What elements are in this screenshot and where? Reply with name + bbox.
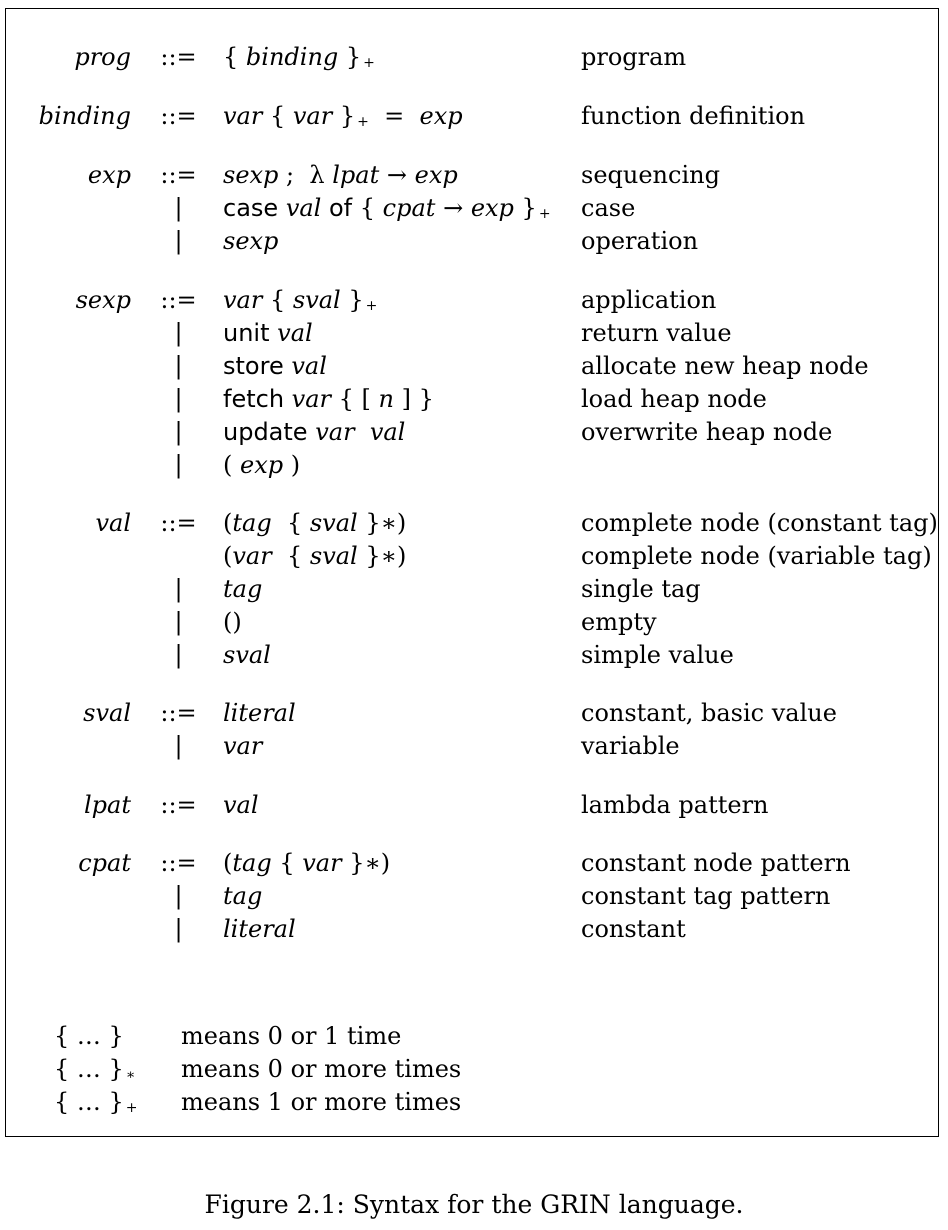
- legend-bracket: { … } +: [54, 1088, 138, 1116]
- production-op: ::=: [160, 102, 197, 130]
- alt-bar: |: [174, 418, 183, 446]
- nonterminal-cpat: cpat: [78, 849, 131, 877]
- desc-val-1: complete node (constant tag): [581, 509, 938, 537]
- rhs-cpat-3: literal: [223, 915, 296, 943]
- nonterminal-sval: sval: [83, 699, 131, 727]
- rhs-prog: { binding } +: [223, 43, 375, 71]
- legend-bracket: { … } ∗: [54, 1055, 136, 1083]
- rhs-val-1: (tag { sval }∗): [223, 509, 407, 537]
- rhs-val-4: (): [223, 608, 242, 636]
- alt-bar: |: [174, 608, 183, 636]
- keyword-fetch: fetch: [223, 385, 285, 413]
- desc-sexp-1: application: [581, 286, 717, 314]
- alt-bar: |: [174, 882, 183, 910]
- alt-bar: |: [174, 575, 183, 603]
- desc-sexp-5: overwrite heap node: [581, 418, 833, 446]
- legend-text: means 0 or 1 time: [181, 1022, 402, 1050]
- keyword-unit: unit: [223, 319, 270, 347]
- rhs-sexp-1: var { sval } +: [223, 286, 378, 314]
- desc-cpat-3: constant: [581, 915, 686, 943]
- rhs-sval-1: literal: [223, 699, 296, 727]
- rhs-val-2: (var { sval }∗): [223, 542, 407, 570]
- production-op: ::=: [160, 699, 197, 727]
- rhs-exp-3: sexp: [223, 227, 279, 255]
- nonterminal-sexp: sexp: [75, 286, 131, 314]
- nonterminal-prog: prog: [74, 43, 131, 71]
- desc-sexp-2: return value: [581, 319, 732, 347]
- rhs-sexp-5: update var val: [223, 418, 406, 446]
- rhs-cpat-2: tag: [223, 882, 263, 910]
- grammar-box: [5, 8, 939, 1137]
- desc-exp-2: case: [581, 194, 636, 222]
- rhs-val-5: sval: [223, 641, 271, 669]
- keyword-of: of: [329, 194, 353, 222]
- rhs-exp-2: case val of { cpat → exp } +: [223, 194, 551, 222]
- rhs-exp-1: sexp ; λ lpat → exp: [223, 161, 458, 189]
- desc-cpat-1: constant node pattern: [581, 849, 851, 877]
- rhs-sval-2: var: [223, 732, 263, 760]
- nonterminal-exp: exp: [87, 161, 131, 189]
- desc-sexp-4: load heap node: [581, 385, 767, 413]
- alt-bar: |: [174, 319, 183, 347]
- alt-bar: |: [174, 352, 183, 380]
- keyword-store: store: [223, 352, 284, 380]
- desc-val-4: empty: [581, 608, 657, 636]
- keyword-update: update: [223, 418, 308, 446]
- rhs-lpat: val: [223, 791, 259, 819]
- rhs-sexp-2: unit val: [223, 319, 313, 347]
- production-op: ::=: [160, 43, 197, 71]
- alt-bar: |: [174, 385, 183, 413]
- desc-exp-3: operation: [581, 227, 699, 255]
- legend-text: means 0 or more times: [181, 1055, 462, 1083]
- desc-sval-1: constant, basic value: [581, 699, 837, 727]
- alt-bar: |: [174, 641, 183, 669]
- production-op: ::=: [160, 791, 197, 819]
- alt-bar: |: [174, 194, 183, 222]
- nonterminal-val: val: [95, 509, 131, 537]
- desc-lpat: lambda pattern: [581, 791, 769, 819]
- desc-val-3: single tag: [581, 575, 701, 603]
- alt-bar: |: [174, 732, 183, 760]
- alt-bar: |: [174, 915, 183, 943]
- desc-sexp-3: allocate new heap node: [581, 352, 869, 380]
- desc-val-2: complete node (variable tag): [581, 542, 932, 570]
- production-op: ::=: [160, 286, 197, 314]
- desc-sval-2: variable: [581, 732, 680, 760]
- rhs-sexp-3: store val: [223, 352, 327, 380]
- rhs-sexp-6: ( exp ): [223, 451, 301, 479]
- desc-binding: function definition: [581, 102, 806, 130]
- desc-prog: program: [581, 43, 687, 71]
- rhs-val-3: tag: [223, 575, 263, 603]
- rhs-cpat-1: (tag { var }∗): [223, 849, 391, 877]
- production-op: ::=: [160, 849, 197, 877]
- rhs-sexp-4: fetch var { [ n ] }: [223, 385, 434, 413]
- legend-bracket: { … }: [54, 1022, 124, 1050]
- figure-caption: Figure 2.1: Syntax for the GRIN language.: [204, 1190, 744, 1219]
- keyword-case: case: [223, 194, 279, 222]
- desc-exp-1: sequencing: [581, 161, 720, 189]
- production-op: ::=: [160, 161, 197, 189]
- rhs-binding: var { var } + = exp: [223, 102, 463, 130]
- alt-bar: |: [174, 451, 183, 479]
- nonterminal-lpat: lpat: [84, 791, 131, 819]
- production-op: ::=: [160, 509, 197, 537]
- desc-cpat-2: constant tag pattern: [581, 882, 831, 910]
- alt-bar: |: [174, 227, 183, 255]
- nonterminal-binding: binding: [38, 102, 131, 130]
- legend-text: means 1 or more times: [181, 1088, 462, 1116]
- desc-val-5: simple value: [581, 641, 734, 669]
